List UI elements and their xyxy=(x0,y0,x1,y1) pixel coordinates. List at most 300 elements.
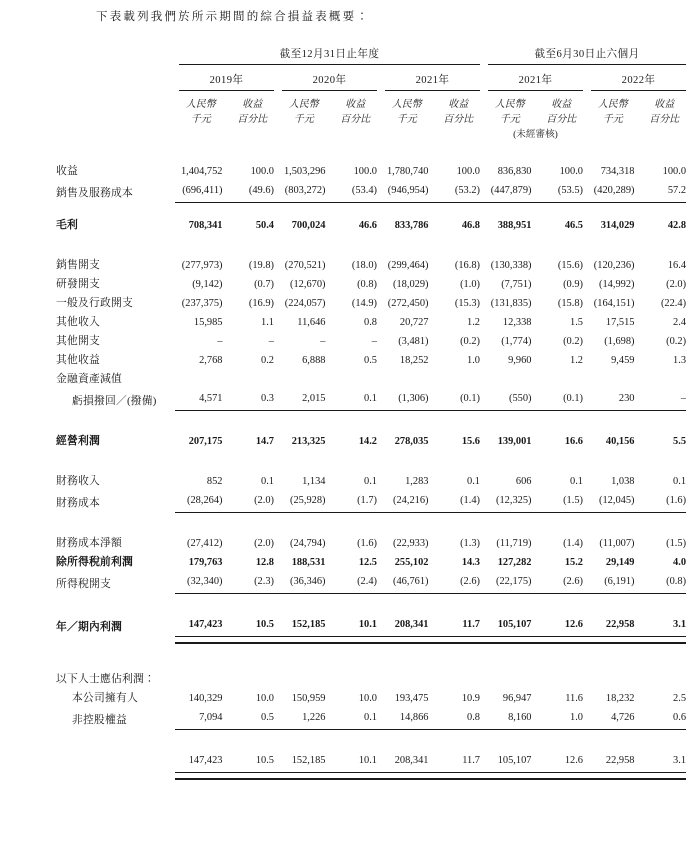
cell-value: 9,960 xyxy=(508,355,532,366)
unit-header: 人民幣 千元 xyxy=(185,99,216,125)
double-rule xyxy=(536,773,588,780)
spacer-cell xyxy=(175,127,227,141)
cell-value: (9,142) xyxy=(192,279,223,290)
cell-value: (14.9) xyxy=(351,298,377,309)
row-label: 經營利潤 xyxy=(56,435,100,447)
spacer-cell xyxy=(56,773,175,780)
cell-value: (53.5) xyxy=(536,181,588,203)
cell-value: (15.8) xyxy=(557,298,583,309)
table-row xyxy=(56,572,686,594)
cell-value: (1.4) xyxy=(433,491,485,513)
cell-value: 0.6 xyxy=(639,708,686,730)
cell-value: (803,272) xyxy=(278,181,330,203)
cell-value: (237,375) xyxy=(181,298,223,309)
spacer-cell xyxy=(433,127,485,141)
double-rule xyxy=(433,773,485,780)
cell-value: 18,232 xyxy=(605,693,635,704)
spacer-row xyxy=(56,235,686,248)
cell-value: (1,306) xyxy=(381,389,433,411)
cell-value: (1,698) xyxy=(604,336,635,347)
spacer-row xyxy=(56,743,686,751)
unaudited-note: (未經審核) xyxy=(513,129,558,140)
cell-value: 46.5 xyxy=(564,220,583,231)
cell-value: 1.0 xyxy=(536,708,588,730)
cell-value: (270,521) xyxy=(284,260,326,271)
cell-value xyxy=(484,370,536,389)
table-row xyxy=(56,294,686,313)
cell-value: (25,928) xyxy=(278,491,330,513)
row-label: 其他開支 xyxy=(56,335,100,347)
cell-value: (0.2) xyxy=(563,336,583,347)
spacer-cell xyxy=(56,46,175,64)
cell-value: (36,346) xyxy=(278,572,330,594)
double-rule xyxy=(484,773,536,780)
spacer-row xyxy=(56,411,686,425)
cell-value: 230 xyxy=(587,389,639,411)
cell-value: 388,951 xyxy=(497,220,532,231)
spacer-row xyxy=(56,141,686,154)
cell-value: 0.5 xyxy=(227,708,279,730)
cell-value: 100.0 xyxy=(353,166,377,177)
cell-value: (1.4) xyxy=(563,538,583,549)
cell-value: (277,973) xyxy=(181,260,223,271)
cell-value: (2.0) xyxy=(227,491,279,513)
cell-value: 105,107 xyxy=(484,615,536,637)
period-header-2022-interim: 2022年 xyxy=(621,75,656,86)
cell-value: (272,450) xyxy=(387,298,429,309)
double-rule xyxy=(227,773,279,780)
double-rule xyxy=(330,773,382,780)
cell-value: (22,933) xyxy=(393,538,429,549)
spacer-row xyxy=(56,451,686,464)
spacer-cell xyxy=(278,127,330,141)
cell-value: 0.3 xyxy=(227,389,279,411)
cell-value: 1.3 xyxy=(673,355,686,366)
intro-paragraph: 下表載列我們於所示期間的綜合損益表概要： xyxy=(96,11,370,23)
table-row xyxy=(56,708,686,730)
cell-value: 100.0 xyxy=(250,166,274,177)
cell-value: 100.0 xyxy=(559,166,583,177)
cell-value: 10.1 xyxy=(330,751,382,773)
row-label: 非控股權益 xyxy=(72,713,127,726)
cell-value: 10.0 xyxy=(358,693,377,704)
cell-value: 11.7 xyxy=(433,751,485,773)
cell-value xyxy=(330,370,382,389)
cell-value: – xyxy=(371,336,377,347)
cell-value xyxy=(381,670,433,689)
cell-value: 207,175 xyxy=(188,436,223,447)
total-double-rule-row xyxy=(56,773,686,780)
cell-value xyxy=(433,370,485,389)
cell-value: (14,992) xyxy=(599,279,635,290)
table-row xyxy=(56,162,686,181)
cell-value: (53.2) xyxy=(433,181,485,203)
cell-value xyxy=(536,670,588,689)
cell-value: 179,763 xyxy=(188,557,223,568)
cell-value: (53.4) xyxy=(330,181,382,203)
cell-value: 0.8 xyxy=(364,317,377,328)
cell-value: 10.1 xyxy=(330,615,382,637)
cell-value: 10.0 xyxy=(255,693,274,704)
cell-value: – xyxy=(320,336,326,347)
cell-value: 278,035 xyxy=(394,436,429,447)
cell-value: 0.5 xyxy=(364,355,377,366)
row-label: 財務收入 xyxy=(56,475,100,487)
cell-value: (696,411) xyxy=(175,181,227,203)
cell-value: 2.5 xyxy=(673,693,686,704)
row-label: 金融資產減值 xyxy=(56,373,122,385)
double-rule xyxy=(639,773,686,780)
double-rule xyxy=(175,773,227,780)
cell-value: (0.1) xyxy=(433,389,485,411)
cell-value: 152,185 xyxy=(278,615,330,637)
cell-value: 1,038 xyxy=(611,476,635,487)
unit-header: 人民幣 千元 xyxy=(391,99,422,125)
row-label: 其他收入 xyxy=(56,316,100,328)
cell-value: 15,985 xyxy=(193,317,223,328)
spacer-cell xyxy=(639,127,686,141)
cell-value: (1.0) xyxy=(460,279,480,290)
cell-value: 208,341 xyxy=(381,751,433,773)
cell-value: 152,185 xyxy=(278,751,330,773)
spacer-row xyxy=(56,513,686,527)
table-row xyxy=(56,472,686,491)
spacer-cell xyxy=(227,127,279,141)
cell-value: (0.2) xyxy=(460,336,480,347)
cell-value: 6,888 xyxy=(302,355,326,366)
cell-value: (2.6) xyxy=(536,572,588,594)
cell-value: 14,866 xyxy=(381,708,433,730)
cell-value: (12,325) xyxy=(484,491,536,513)
table-row xyxy=(56,370,686,389)
cell-value: (24,216) xyxy=(381,491,433,513)
cell-value: 105,107 xyxy=(484,751,536,773)
double-rule xyxy=(278,773,330,780)
group-header-years: 截至12月31日止年度 xyxy=(279,49,380,60)
cell-value xyxy=(175,670,227,689)
cell-value: 42.8 xyxy=(667,220,686,231)
cell-value: 96,947 xyxy=(502,693,532,704)
cell-value: 150,959 xyxy=(291,693,326,704)
cell-value: (16.8) xyxy=(454,260,480,271)
cell-value: (2.0) xyxy=(666,279,686,290)
cell-value: (22.4) xyxy=(660,298,686,309)
cell-value: 1,780,740 xyxy=(386,166,429,177)
cell-value: 852 xyxy=(206,476,223,487)
group-header-row xyxy=(56,46,686,64)
cell-value: (15.3) xyxy=(454,298,480,309)
table-row xyxy=(56,351,686,370)
row-label: 銷售及服務成本 xyxy=(56,186,133,199)
cell-value: (447,879) xyxy=(484,181,536,203)
period-header-2021-interim: 2021年 xyxy=(518,75,553,86)
cell-value: – xyxy=(217,336,223,347)
cell-value: 11.7 xyxy=(433,615,485,637)
cell-value: 1,503,296 xyxy=(283,166,326,177)
cell-value: 40,156 xyxy=(605,436,635,447)
cell-value: (0.8) xyxy=(357,279,377,290)
cell-value: 15.2 xyxy=(564,557,583,568)
cell-value: (1.6) xyxy=(639,491,686,513)
cell-value: (164,151) xyxy=(593,298,635,309)
row-label: 其他收益 xyxy=(56,354,100,366)
unit-header: 人民幣 千元 xyxy=(494,99,525,125)
cell-value: 46.8 xyxy=(461,220,480,231)
cell-value: 5.5 xyxy=(673,436,686,447)
cell-value: 10.5 xyxy=(227,615,279,637)
cell-value: 8,160 xyxy=(484,708,536,730)
cell-value: (7,751) xyxy=(501,279,532,290)
double-rule xyxy=(587,773,639,780)
cell-value: 4,571 xyxy=(175,389,227,411)
cell-value xyxy=(175,370,227,389)
period-header-row xyxy=(56,65,686,90)
cell-value: (2.4) xyxy=(330,572,382,594)
cell-value: 14.7 xyxy=(255,436,274,447)
unit-header-row xyxy=(56,91,686,127)
cell-value: 12.6 xyxy=(536,751,588,773)
cell-value: (1.5) xyxy=(666,538,686,549)
cell-value xyxy=(278,670,330,689)
cell-value: (1,774) xyxy=(501,336,532,347)
cell-value: 20,727 xyxy=(399,317,429,328)
table-row xyxy=(56,534,686,553)
cell-value: 0.2 xyxy=(261,355,274,366)
spacer-row xyxy=(56,657,686,670)
unit-header: 收益 百分比 xyxy=(443,99,474,125)
row-label: 以下人士應佔利潤： xyxy=(56,673,155,685)
cell-value: (299,464) xyxy=(387,260,429,271)
cell-value: (1.3) xyxy=(460,538,480,549)
cell-value xyxy=(536,370,588,389)
cell-value: 10.9 xyxy=(461,693,480,704)
cell-value: 2,768 xyxy=(199,355,223,366)
table-row xyxy=(56,491,686,513)
cell-value: 1.5 xyxy=(570,317,583,328)
cell-value: 708,341 xyxy=(188,220,223,231)
cell-value: (22,175) xyxy=(484,572,536,594)
unit-header: 收益 百分比 xyxy=(237,99,268,125)
cell-value xyxy=(227,370,279,389)
spacer-row xyxy=(56,464,686,472)
spacer-row xyxy=(56,594,686,608)
cell-value: 16.6 xyxy=(564,436,583,447)
cell-value: (0.9) xyxy=(563,279,583,290)
cell-value: 1.0 xyxy=(467,355,480,366)
period-header-2019: 2019年 xyxy=(209,75,244,86)
cell-value: 1,226 xyxy=(278,708,330,730)
table-row xyxy=(56,389,686,411)
double-rule xyxy=(381,773,433,780)
cell-value: 127,282 xyxy=(497,557,532,568)
row-label: 財務成本淨額 xyxy=(56,537,122,549)
period-header-2020: 2020年 xyxy=(312,75,347,86)
row-label: 除所得稅前利潤 xyxy=(56,556,133,568)
cell-value: – xyxy=(639,389,686,411)
spacer-row xyxy=(56,203,686,217)
cell-value: (0.2) xyxy=(666,336,686,347)
cell-value: 1,404,752 xyxy=(180,166,223,177)
cell-value: (946,954) xyxy=(381,181,433,203)
cell-value: (32,340) xyxy=(175,572,227,594)
cell-value: 147,423 xyxy=(175,751,227,773)
spacer-row xyxy=(56,730,686,744)
cell-value: 3.1 xyxy=(639,751,686,773)
cell-value: 0.1 xyxy=(570,476,583,487)
row-label: 所得稅開支 xyxy=(56,577,111,590)
table-row xyxy=(56,216,686,235)
cell-value: (130,338) xyxy=(490,260,532,271)
cell-value: 0.1 xyxy=(364,476,377,487)
row-label: 財務成本 xyxy=(56,496,100,509)
cell-value: 57.2 xyxy=(639,181,686,203)
table-row xyxy=(56,181,686,203)
group-header-interim: 截至6月30日止六個月 xyxy=(534,49,640,60)
table-row xyxy=(56,432,686,451)
cell-value: 314,029 xyxy=(600,220,635,231)
cell-value: (0.1) xyxy=(536,389,588,411)
cell-value: 833,786 xyxy=(394,220,429,231)
cell-value: 1,283 xyxy=(405,476,429,487)
cell-value: 12,338 xyxy=(502,317,532,328)
cell-value: (131,835) xyxy=(490,298,532,309)
cell-value: 0.1 xyxy=(673,476,686,487)
cell-value xyxy=(330,670,382,689)
cell-value: 14.3 xyxy=(461,557,480,568)
spacer-cell xyxy=(56,91,175,127)
unaudited-note-row xyxy=(56,127,686,141)
row-label: 毛利 xyxy=(56,219,78,231)
cell-value: (49.6) xyxy=(227,181,279,203)
cell-value: (2.0) xyxy=(254,538,274,549)
cell-value: 12.6 xyxy=(536,615,588,637)
spacer-row xyxy=(56,607,686,615)
table-row xyxy=(56,751,686,773)
cell-value: (16.9) xyxy=(248,298,274,309)
cell-value: (420,289) xyxy=(587,181,639,203)
cell-value: 734,318 xyxy=(600,166,635,177)
cell-value: 9,459 xyxy=(611,355,635,366)
cell-value: 1.1 xyxy=(261,317,274,328)
cell-value: (46,761) xyxy=(381,572,433,594)
cell-value: 12.5 xyxy=(358,557,377,568)
cell-value: 0.1 xyxy=(261,476,274,487)
cell-value: 1.2 xyxy=(570,355,583,366)
cell-value: 18,252 xyxy=(399,355,429,366)
cell-value: 836,830 xyxy=(497,166,532,177)
unit-header: 人民幣 千元 xyxy=(288,99,319,125)
row-label xyxy=(56,751,175,773)
cell-value: 1,134 xyxy=(302,476,326,487)
cell-value: 1.2 xyxy=(467,317,480,328)
spacer-cell xyxy=(56,127,175,141)
cell-value: 140,329 xyxy=(188,693,223,704)
table-row xyxy=(56,256,686,275)
cell-value: (1.5) xyxy=(536,491,588,513)
cell-value xyxy=(227,670,279,689)
cell-value: 2,015 xyxy=(278,389,330,411)
cell-value xyxy=(433,670,485,689)
cell-value: 147,423 xyxy=(175,615,227,637)
table-row xyxy=(56,275,686,294)
cell-value: (18,029) xyxy=(393,279,429,290)
row-label: 虧損撥回／(撥備) xyxy=(72,394,157,407)
cell-value: (1.7) xyxy=(330,491,382,513)
table-row xyxy=(56,553,686,572)
row-label: 年／期內利潤 xyxy=(56,620,122,633)
cell-value: (6,191) xyxy=(587,572,639,594)
cell-value: (11,719) xyxy=(496,538,532,549)
cell-value: 16.4 xyxy=(667,260,686,271)
cell-value: 17,515 xyxy=(605,317,635,328)
cell-value: (0.7) xyxy=(254,279,274,290)
cell-value xyxy=(587,670,639,689)
cell-value: (28,264) xyxy=(175,491,227,513)
cell-value: (120,236) xyxy=(593,260,635,271)
cell-value: (550) xyxy=(484,389,536,411)
row-label: 收益 xyxy=(56,165,78,177)
cell-value: (15.6) xyxy=(557,260,583,271)
cell-value: 29,149 xyxy=(605,557,635,568)
cell-value: 2.4 xyxy=(673,317,686,328)
cell-value: (2.6) xyxy=(433,572,485,594)
cell-value: 22,958 xyxy=(587,615,639,637)
cell-value: 606 xyxy=(515,476,532,487)
table-row xyxy=(56,615,686,637)
cell-value xyxy=(587,370,639,389)
cell-value: 0.1 xyxy=(467,476,480,487)
cell-value: (0.8) xyxy=(639,572,686,594)
cell-value xyxy=(484,670,536,689)
cell-value: (3,481) xyxy=(398,336,429,347)
cell-value: 12.8 xyxy=(255,557,274,568)
cell-value: (18.0) xyxy=(351,260,377,271)
cell-value: 14.2 xyxy=(358,436,377,447)
cell-value xyxy=(639,370,686,389)
cell-value: 15.6 xyxy=(461,436,480,447)
cell-value: (27,412) xyxy=(187,538,223,549)
cell-value: 0.8 xyxy=(433,708,485,730)
cell-value: (24,794) xyxy=(290,538,326,549)
table-row xyxy=(56,670,686,689)
cell-value: 100.0 xyxy=(662,166,686,177)
cell-value: 7,094 xyxy=(175,708,227,730)
table-row xyxy=(56,332,686,351)
cell-value: (12,045) xyxy=(587,491,639,513)
cell-value xyxy=(639,670,686,689)
cell-value: (12,670) xyxy=(290,279,326,290)
row-label: 研發開支 xyxy=(56,278,100,290)
cell-value: 0.1 xyxy=(330,389,382,411)
cell-value: 100.0 xyxy=(456,166,480,177)
cell-value: 213,325 xyxy=(291,436,326,447)
table-row xyxy=(56,689,686,708)
cell-value: 11,646 xyxy=(297,317,326,328)
cell-value: 188,531 xyxy=(291,557,326,568)
spacer-row xyxy=(56,643,686,657)
income-statement-table xyxy=(56,46,686,780)
period-header-2021: 2021年 xyxy=(415,75,450,86)
unit-header: 收益 百分比 xyxy=(340,99,371,125)
spacer-cell xyxy=(381,127,433,141)
spacer-cell xyxy=(330,127,382,141)
cell-value: 139,001 xyxy=(497,436,532,447)
cell-value: (11,007) xyxy=(599,538,635,549)
cell-value: (2.3) xyxy=(227,572,279,594)
cell-value: 700,024 xyxy=(291,220,326,231)
cell-value: 193,475 xyxy=(394,693,429,704)
cell-value: 0.1 xyxy=(330,708,382,730)
